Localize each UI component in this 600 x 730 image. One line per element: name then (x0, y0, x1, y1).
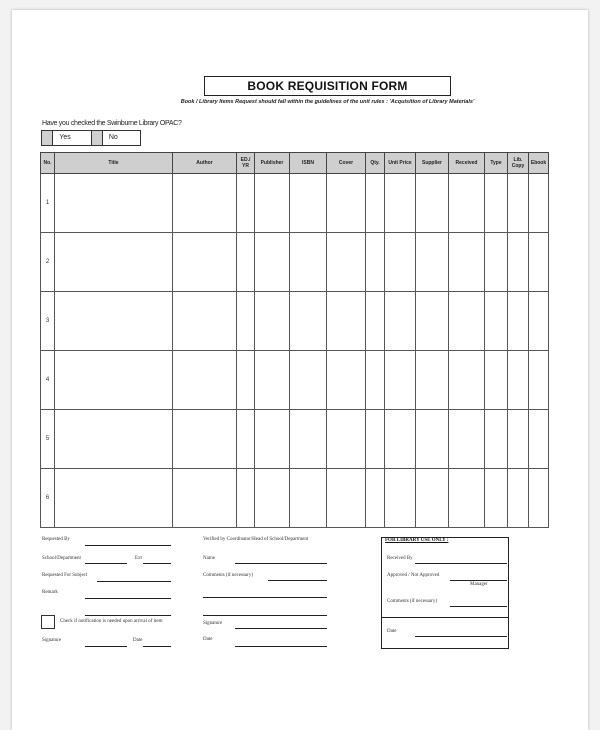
no-label: No (108, 134, 118, 141)
cell-lib-copy[interactable] (508, 292, 529, 351)
cell-cover[interactable] (327, 469, 366, 528)
remark-field[interactable] (85, 598, 171, 599)
requested-by-label: Requested By (42, 537, 70, 542)
cell-author[interactable] (173, 233, 237, 292)
cell-title[interactable] (55, 233, 173, 292)
library-use-heading: FOR LIBRARY USE ONLY : (385, 538, 449, 543)
table-row (41, 351, 549, 410)
cell-cover[interactable] (327, 174, 366, 233)
form-title: BOOK REQUISITION FORM (204, 76, 451, 96)
col-supplier: Supplier (416, 153, 449, 174)
cell-lib-copy[interactable] (508, 174, 529, 233)
cell-ebook[interactable] (529, 233, 549, 292)
cell-isbn[interactable] (290, 233, 327, 292)
no-checkbox[interactable] (92, 131, 103, 145)
col-author: Author (173, 153, 237, 174)
verifier-signature-field[interactable] (235, 628, 327, 629)
cell-isbn[interactable] (290, 410, 327, 469)
library-comments-label: Comments (if necessary) (387, 599, 437, 604)
row-number: 6 (41, 469, 55, 528)
cell-cover[interactable] (327, 292, 366, 351)
cell-ebook[interactable] (529, 292, 549, 351)
cell-supplier[interactable] (416, 410, 449, 469)
cell-cover[interactable] (327, 351, 366, 410)
date-field[interactable] (143, 646, 171, 647)
cell-unit-price[interactable] (385, 292, 416, 351)
col-lib-copy: Lib. Copy (508, 153, 529, 174)
cell-supplier[interactable] (416, 233, 449, 292)
ext-field[interactable] (143, 563, 171, 564)
cell-type[interactable] (485, 351, 508, 410)
library-date-label: Date (387, 629, 397, 634)
cell-edition-year[interactable] (237, 469, 255, 528)
cell-unit-price[interactable] (385, 410, 416, 469)
cell-ebook[interactable] (529, 469, 549, 528)
cell-unit-price[interactable] (385, 174, 416, 233)
col-edition-year: ED./ YR (237, 153, 255, 174)
col-no: No. (41, 153, 55, 174)
row-number: 4 (41, 351, 55, 410)
manager-label: Manager (470, 582, 488, 587)
cell-edition-year[interactable] (237, 292, 255, 351)
library-use-box (381, 537, 509, 649)
library-comments-field[interactable] (450, 606, 507, 607)
col-qty: Qty. (366, 153, 385, 174)
cell-supplier[interactable] (416, 292, 449, 351)
cell-ebook[interactable] (529, 351, 549, 410)
cell-publisher[interactable] (255, 174, 290, 233)
cell-unit-price[interactable] (385, 469, 416, 528)
cell-supplier[interactable] (416, 469, 449, 528)
ext-label: Ext (135, 556, 142, 561)
cell-qty[interactable] (366, 351, 385, 410)
signature-label: Signature (42, 638, 62, 643)
cell-author[interactable] (173, 174, 237, 233)
cell-edition-year[interactable] (237, 410, 255, 469)
col-title: Title (55, 153, 173, 174)
notify-label: Check if notification is needed upon arrival of item (60, 619, 163, 624)
cell-edition-year[interactable] (237, 174, 255, 233)
requested-by-field[interactable] (85, 545, 171, 546)
cell-qty[interactable] (366, 292, 385, 351)
cell-cover[interactable] (327, 410, 366, 469)
row-number: 3 (41, 292, 55, 351)
library-date-field[interactable] (415, 636, 507, 637)
cell-publisher[interactable] (255, 292, 290, 351)
row-number: 1 (41, 174, 55, 233)
verifier-comments-line-3[interactable] (203, 615, 327, 616)
date-label: Date (133, 638, 143, 643)
col-ebook: Ebook (529, 153, 549, 174)
cell-publisher[interactable] (255, 469, 290, 528)
cell-title[interactable] (55, 351, 173, 410)
col-isbn: ISBN (290, 153, 327, 174)
cell-author[interactable] (173, 469, 237, 528)
approved-field[interactable] (450, 580, 507, 581)
col-type: Type (485, 153, 508, 174)
cell-isbn[interactable] (290, 351, 327, 410)
row-number: 5 (41, 410, 55, 469)
requisition-table (40, 152, 549, 528)
verifier-comments-line-2[interactable] (203, 597, 327, 598)
cell-lib-copy[interactable] (508, 233, 529, 292)
cell-received[interactable] (449, 174, 485, 233)
approved-label: Approved / Not Approved (387, 573, 440, 578)
cell-isbn[interactable] (290, 469, 327, 528)
school-department-field[interactable] (85, 563, 127, 564)
cell-edition-year[interactable] (237, 233, 255, 292)
table-row (41, 410, 549, 469)
col-unit-price: Unit Price (385, 153, 416, 174)
col-publisher: Publisher (255, 153, 290, 174)
verifier-signature-label: Signature (203, 621, 223, 626)
table-row (41, 469, 549, 528)
received-by-field[interactable] (415, 563, 507, 564)
cell-qty[interactable] (366, 174, 385, 233)
verifier-date-field[interactable] (235, 646, 327, 647)
verifier-comments-label: Comments (if necessary) (203, 573, 253, 578)
cell-isbn[interactable] (290, 174, 327, 233)
cell-type[interactable] (485, 292, 508, 351)
verifier-name-label: Name (203, 556, 215, 561)
table-row (41, 174, 549, 233)
cell-edition-year[interactable] (237, 351, 255, 410)
verifier-name-field[interactable] (235, 563, 327, 564)
cell-type[interactable] (485, 174, 508, 233)
verifier-date-label: Date (203, 637, 213, 642)
table-row (41, 292, 549, 351)
cell-supplier[interactable] (416, 351, 449, 410)
library-box-divider (381, 617, 508, 618)
cell-isbn[interactable] (290, 292, 327, 351)
cell-publisher[interactable] (255, 410, 290, 469)
verifier-heading: Verified by Coordinator/Head of School/Department (203, 537, 309, 542)
cell-lib-copy[interactable] (508, 410, 529, 469)
cell-title[interactable] (55, 410, 173, 469)
table-header-row (41, 153, 549, 174)
col-cover: Cover (327, 153, 366, 174)
school-department-label: School/Department (42, 556, 81, 561)
cell-qty[interactable] (366, 233, 385, 292)
notify-checkbox[interactable] (41, 615, 55, 629)
cell-unit-price[interactable] (385, 351, 416, 410)
cell-received[interactable] (449, 469, 485, 528)
cell-lib-copy[interactable] (508, 351, 529, 410)
received-by-label: Received By (387, 556, 413, 561)
cell-author[interactable] (173, 410, 237, 469)
cell-ebook[interactable] (529, 174, 549, 233)
verifier-comments-field[interactable] (268, 580, 327, 581)
cell-received[interactable] (449, 351, 485, 410)
opac-options (41, 130, 141, 146)
cell-qty[interactable] (366, 469, 385, 528)
cell-qty[interactable] (366, 410, 385, 469)
cell-title[interactable] (55, 469, 173, 528)
cell-title[interactable] (55, 292, 173, 351)
requested-for-subject-field[interactable] (97, 581, 171, 582)
cell-received[interactable] (449, 410, 485, 469)
cell-type[interactable] (485, 469, 508, 528)
yes-label: Yes (53, 131, 91, 145)
cell-author[interactable] (173, 351, 237, 410)
cell-publisher[interactable] (255, 233, 290, 292)
cell-received[interactable] (449, 233, 485, 292)
remark-field-line-2[interactable] (85, 615, 171, 616)
remark-label: Remark (42, 590, 58, 595)
form-subtitle: Book / Library Items Request should fall within the guidelines of the unit rules : 'Acquisition of Library Materials' (180, 99, 475, 105)
cell-ebook[interactable] (529, 410, 549, 469)
cell-lib-copy[interactable] (508, 469, 529, 528)
cell-author[interactable] (173, 292, 237, 351)
cell-type[interactable] (485, 410, 508, 469)
cell-cover[interactable] (327, 233, 366, 292)
cell-publisher[interactable] (255, 351, 290, 410)
yes-checkbox[interactable] (42, 131, 53, 145)
cell-supplier[interactable] (416, 174, 449, 233)
row-number: 2 (41, 233, 55, 292)
signature-field[interactable] (85, 646, 127, 647)
cell-received[interactable] (449, 292, 485, 351)
cell-type[interactable] (485, 233, 508, 292)
cell-title[interactable] (55, 174, 173, 233)
col-received: Received (449, 153, 485, 174)
cell-unit-price[interactable] (385, 233, 416, 292)
table-row (41, 233, 549, 292)
opac-question: Have you checked the Swinburne Library OPAC? (42, 120, 182, 127)
requested-for-subject-label: Requested For Subject (42, 573, 88, 578)
